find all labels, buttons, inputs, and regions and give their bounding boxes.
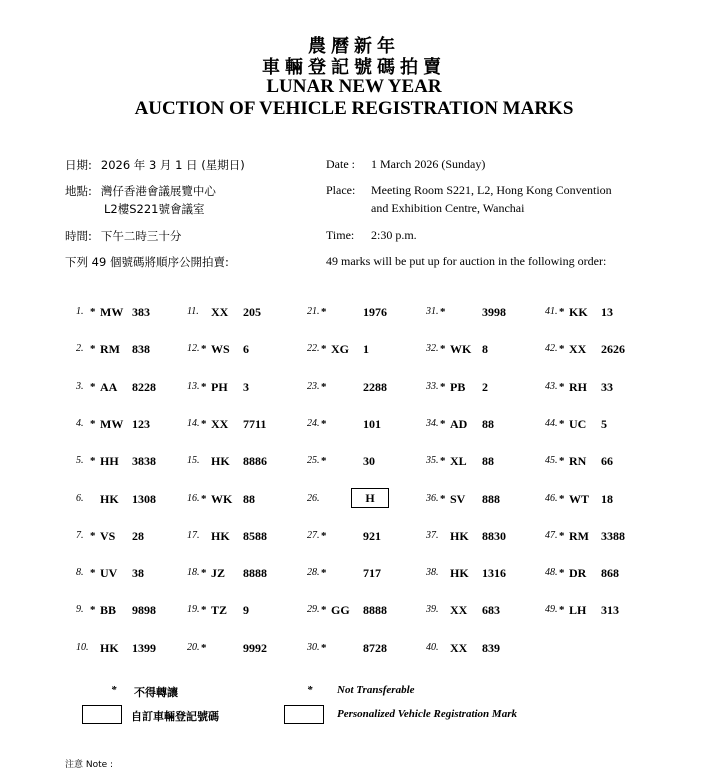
not-transferable-star: *: [321, 530, 327, 542]
auction-mark-28: [307, 565, 417, 581]
mark-letters: HK: [450, 566, 469, 580]
auction-mark-31: [426, 304, 536, 320]
auction-mark-45: [545, 453, 655, 469]
date-label-en: Date :: [326, 157, 355, 171]
not-transferable-star: *: [440, 343, 446, 355]
not-transferable-star: *: [90, 530, 96, 542]
mark-letters: HK: [211, 529, 230, 543]
mark-number: 36.: [426, 493, 439, 504]
not-transferable-star: *: [90, 306, 96, 318]
mark-letters: BB: [100, 603, 117, 617]
not-transferable-star: *: [321, 306, 327, 318]
legend-star-en: *: [307, 684, 313, 696]
mark-number: 44.: [545, 418, 558, 429]
mark-digits: 9: [243, 603, 249, 617]
mark-number: 4.: [76, 418, 84, 429]
mark-number: 17.: [187, 530, 200, 541]
legend-not-transferable-zh: [134, 684, 178, 700]
auction-mark-21: [307, 304, 417, 320]
auction-mark-20: [187, 640, 297, 656]
mark-digits: 3838: [132, 454, 156, 468]
mark-number: 2.: [76, 343, 84, 354]
mark-number: 31.: [426, 306, 439, 317]
mark-digits: 2288: [363, 380, 387, 394]
mark-digits: 13: [601, 305, 613, 319]
not-transferable-star: *: [559, 493, 565, 505]
auction-mark-24: [307, 416, 417, 432]
mark-letters: GG: [331, 603, 350, 617]
auction-mark-2: [76, 341, 186, 357]
mark-letters: XX: [450, 603, 468, 617]
not-transferable-star: *: [90, 567, 96, 579]
mark-digits: 2626: [601, 342, 625, 356]
not-transferable-star: *: [90, 604, 96, 616]
mark-letters: HK: [100, 641, 119, 655]
mark-number: 41.: [545, 306, 558, 317]
mark-letters: XX: [569, 342, 587, 356]
mark-digits: 838: [132, 342, 150, 356]
auction-mark-43: [545, 379, 655, 395]
auction-mark-4: [76, 416, 186, 432]
mark-digits: 1976: [363, 305, 387, 319]
mark-letters: WK: [211, 492, 233, 506]
mark-number: 25.: [307, 455, 320, 466]
mark-letters: SV: [450, 492, 466, 506]
auction-mark-16: [187, 491, 297, 507]
auction-mark-22: [307, 341, 417, 357]
mark-number: 26.: [307, 493, 320, 504]
not-transferable-zh-text: 不得轉讓: [134, 686, 178, 699]
mark-number: 10.: [76, 642, 89, 653]
auction-mark-42: [545, 341, 655, 357]
not-transferable-star: *: [321, 343, 327, 355]
mark-letters: WT: [569, 492, 590, 506]
mark-digits: 717: [363, 566, 381, 580]
auction-mark-5: [76, 453, 186, 469]
mark-number: 33.: [426, 381, 439, 392]
not-transferable-star: *: [321, 604, 327, 616]
personalized-mark-box: H: [351, 488, 389, 508]
mark-number: 6.: [76, 493, 84, 504]
mark-letters: KK: [569, 305, 588, 319]
mark-digits: 2: [482, 380, 488, 394]
auction-mark-18: [187, 565, 297, 581]
venue-value-zh-2: L2樓S221號會議室: [104, 202, 205, 216]
mark-letters: JZ: [211, 566, 226, 580]
legend-personalized-box-zh: [82, 705, 122, 724]
mark-number: 30.: [307, 642, 320, 653]
mark-digits: 888: [482, 492, 500, 506]
not-transferable-star: *: [321, 455, 327, 467]
mark-digits: 66: [601, 454, 613, 468]
mark-digits: 30: [363, 454, 375, 468]
mark-letters: PH: [211, 380, 228, 394]
not-transferable-star: *: [90, 381, 96, 393]
auction-mark-3: [76, 379, 186, 395]
mark-number: 43.: [545, 381, 558, 392]
time-label-en: Time:: [326, 228, 355, 242]
mark-letters: TZ: [211, 603, 228, 617]
not-transferable-star: *: [559, 455, 565, 467]
mark-number: 21.: [307, 306, 320, 317]
mark-letters: UV: [100, 566, 118, 580]
mark-number: 15.: [187, 455, 200, 466]
legend-star-zh: *: [111, 684, 117, 696]
mark-letters: XX: [211, 305, 229, 319]
auction-mark-49: [545, 602, 655, 618]
auction-mark-41: [545, 304, 655, 320]
mark-letters: PB: [450, 380, 466, 394]
mark-letters: HH: [100, 454, 119, 468]
footer-note: 注意 Note :: [65, 760, 114, 770]
time-value-en: 2:30 p.m.: [371, 228, 417, 242]
auction-mark-14: [187, 416, 297, 432]
legend-not-transferable-en: Not Transferable: [337, 684, 415, 696]
mark-letters: WK: [450, 342, 472, 356]
mark-letters: XX: [211, 417, 229, 431]
mark-number: 38.: [426, 567, 439, 578]
not-transferable-star: *: [559, 306, 565, 318]
mark-number: 19.: [187, 604, 200, 615]
auction-mark-1: [76, 304, 186, 320]
mark-digits: 33: [601, 380, 613, 394]
mark-digits: 1316: [482, 566, 506, 580]
mark-number: 11.: [187, 306, 199, 317]
mark-digits: 88: [243, 492, 255, 506]
auction-mark-36: [426, 491, 536, 507]
auction-mark-7: [76, 528, 186, 544]
not-transferable-star: *: [559, 343, 565, 355]
auction-mark-15: [187, 453, 297, 469]
mark-digits: 383: [132, 305, 150, 319]
mark-letters: HK: [450, 529, 469, 543]
place-label-en: Place:: [326, 183, 356, 197]
mark-number: 42.: [545, 343, 558, 354]
legend-personalized-box-en: [284, 705, 324, 724]
auction-mark-8: [76, 565, 186, 581]
auction-mark-17: [187, 528, 297, 544]
auction-mark-13: [187, 379, 297, 395]
mark-number: 1.: [76, 306, 84, 317]
mark-digits: 9898: [132, 603, 156, 617]
mark-number: 46.: [545, 493, 558, 504]
title-chinese-line-2: 車輛登記號碼拍賣: [262, 57, 446, 78]
not-transferable-star: *: [201, 604, 207, 616]
not-transferable-star: *: [559, 381, 565, 393]
mark-digits: 8588: [243, 529, 267, 543]
mark-digits: 8: [482, 342, 488, 356]
mark-letters: VS: [100, 529, 116, 543]
auction-mark-47: [545, 528, 655, 544]
not-transferable-star: *: [201, 567, 207, 579]
auction-mark-48: [545, 565, 655, 581]
mark-digits: 8888: [243, 566, 267, 580]
auction-mark-9: [76, 602, 186, 618]
mark-digits: 101: [363, 417, 381, 431]
auction-mark-26: [307, 491, 417, 507]
order-text-zh: 下列 49 個號碼將順序公開拍賣:: [65, 255, 229, 269]
mark-letters: UC: [569, 417, 587, 431]
not-transferable-star: *: [201, 343, 207, 355]
mark-digits: 38: [132, 566, 144, 580]
mark-digits: 3: [243, 380, 249, 394]
date-label-zh: 日期:: [65, 158, 92, 172]
auction-mark-38: [426, 565, 536, 581]
mark-letters: DR: [569, 566, 587, 580]
not-transferable-star: *: [440, 306, 446, 318]
legend-personalized-zh: [131, 708, 219, 724]
mark-digits: 839: [482, 641, 500, 655]
mark-letters: MW: [100, 417, 124, 431]
auction-mark-27: [307, 528, 417, 544]
order-text-en: 49 marks will be put up for auction in the following order:: [326, 254, 607, 268]
mark-digits: 5: [601, 417, 607, 431]
auction-mark-34: [426, 416, 536, 432]
not-transferable-star: *: [201, 642, 207, 654]
mark-number: 14.: [187, 418, 200, 429]
mark-number: 47.: [545, 530, 558, 541]
auction-mark-10: [76, 640, 186, 656]
mark-number: 7.: [76, 530, 84, 541]
auction-mark-40: [426, 640, 536, 656]
time-chinese: [65, 228, 181, 244]
mark-digits: 313: [601, 603, 619, 617]
not-transferable-star: *: [440, 455, 446, 467]
not-transferable-star: *: [321, 418, 327, 430]
mark-digits: 8886: [243, 454, 267, 468]
auction-mark-25: [307, 453, 417, 469]
mark-letters: XG: [331, 342, 349, 356]
mark-number: 48.: [545, 567, 558, 578]
not-transferable-star: *: [90, 418, 96, 430]
mark-letters: RH: [569, 380, 587, 394]
mark-number: 23.: [307, 381, 320, 392]
not-transferable-star: *: [440, 418, 446, 430]
mark-letters: AD: [450, 417, 468, 431]
mark-digits: 88: [482, 417, 494, 431]
mark-number: 39.: [426, 604, 439, 615]
mark-number: 37.: [426, 530, 439, 541]
mark-number: 13.: [187, 381, 200, 392]
mark-number: 40.: [426, 642, 439, 653]
mark-digits: 28: [132, 529, 144, 543]
not-transferable-star: *: [201, 493, 207, 505]
mark-digits: 921: [363, 529, 381, 543]
mark-letters: RN: [569, 454, 587, 468]
mark-number: 20.: [187, 642, 200, 653]
mark-number: 5.: [76, 455, 84, 466]
mark-digits: 205: [243, 305, 261, 319]
not-transferable-star: *: [90, 343, 96, 355]
mark-digits: 1: [363, 342, 369, 356]
mark-letters: RM: [569, 529, 589, 543]
mark-number: 35.: [426, 455, 439, 466]
not-transferable-star: *: [321, 381, 327, 393]
auction-mark-6: [76, 491, 186, 507]
mark-digits: 6: [243, 342, 249, 356]
personalized-zh-text: 自訂車輛登記號碼: [131, 710, 219, 723]
legend-personalized-en: Personalized Vehicle Registration Mark: [337, 708, 517, 720]
mark-digits: 88: [482, 454, 494, 468]
mark-number: 12.: [187, 343, 200, 354]
mark-digits: 8830: [482, 529, 506, 543]
auction-mark-33: [426, 379, 536, 395]
mark-digits: 123: [132, 417, 150, 431]
mark-digits: 1399: [132, 641, 156, 655]
date-chinese: [65, 157, 245, 173]
mark-number: 28.: [307, 567, 320, 578]
title-english-line-2: AUCTION OF VEHICLE REGISTRATION MARKS: [134, 98, 574, 119]
not-transferable-star: *: [440, 493, 446, 505]
auction-mark-23: [307, 379, 417, 395]
mark-number: 22.: [307, 343, 320, 354]
mark-number: 34.: [426, 418, 439, 429]
mark-letters: WS: [211, 342, 230, 356]
mark-digits: 3388: [601, 529, 625, 543]
not-transferable-star: *: [90, 455, 96, 467]
auction-mark-37: [426, 528, 536, 544]
mark-number: 9.: [76, 604, 84, 615]
not-transferable-star: *: [201, 418, 207, 430]
mark-digits: 1308: [132, 492, 156, 506]
title-chinese-line-1: 農曆新年: [308, 36, 400, 57]
not-transferable-star: *: [559, 567, 565, 579]
mark-letters: XL: [450, 454, 467, 468]
venue-chinese-line-2: [104, 201, 204, 217]
time-value-zh: 下午二時三十分: [100, 229, 182, 243]
not-transferable-star: *: [559, 418, 565, 430]
mark-letters: HK: [211, 454, 230, 468]
auction-mark-11: [187, 304, 297, 320]
time-label-zh: 時間:: [65, 229, 92, 243]
not-transferable-star: *: [559, 530, 565, 542]
mark-digits: 18: [601, 492, 613, 506]
mark-number: 8.: [76, 567, 84, 578]
auction-mark-29: [307, 602, 417, 618]
not-transferable-star: *: [321, 642, 327, 654]
auction-mark-19: [187, 602, 297, 618]
mark-number: 3.: [76, 381, 84, 392]
date-value-zh: 2026 年 3 月 1 日 (星期日): [100, 158, 245, 172]
mark-digits: 7711: [243, 417, 267, 431]
auction-mark-30: [307, 640, 417, 656]
mark-letters: AA: [100, 380, 118, 394]
mark-digits: 8228: [132, 380, 156, 394]
order-chinese: [65, 254, 229, 270]
auction-mark-46: [545, 491, 655, 507]
title-english-line-1: LUNAR NEW YEAR: [266, 76, 442, 97]
auction-mark-39: [426, 602, 536, 618]
mark-letters: LH: [569, 603, 587, 617]
mark-number: 27.: [307, 530, 320, 541]
not-transferable-star: *: [321, 567, 327, 579]
place-value-en-1: Meeting Room S221, L2, Hong Kong Convention: [371, 183, 612, 197]
venue-chinese: [65, 183, 216, 199]
mark-digits: 9992: [243, 641, 267, 655]
not-transferable-star: *: [559, 604, 565, 616]
mark-number: 16.: [187, 493, 200, 504]
auction-mark-44: [545, 416, 655, 432]
not-transferable-star: *: [440, 381, 446, 393]
auction-mark-12: [187, 341, 297, 357]
auction-mark-32: [426, 341, 536, 357]
auction-mark-35: [426, 453, 536, 469]
not-transferable-star: *: [201, 381, 207, 393]
date-value-en: 1 March 2026 (Sunday): [371, 157, 486, 171]
mark-digits: 8888: [363, 603, 387, 617]
mark-letters: XX: [450, 641, 468, 655]
mark-digits: 868: [601, 566, 619, 580]
mark-letters: MW: [100, 305, 124, 319]
mark-digits: 3998: [482, 305, 506, 319]
place-value-en-2: and Exhibition Centre, Wanchai: [371, 201, 525, 215]
mark-number: 18.: [187, 567, 200, 578]
venue-label-zh: 地點:: [65, 184, 92, 198]
mark-number: 32.: [426, 343, 439, 354]
mark-number: 24.: [307, 418, 320, 429]
mark-letters: RM: [100, 342, 120, 356]
venue-value-zh-1: 灣仔香港會議展覽中心: [100, 184, 216, 198]
mark-digits: 683: [482, 603, 500, 617]
mark-number: 49.: [545, 604, 558, 615]
mark-number: 45.: [545, 455, 558, 466]
mark-number: 29.: [307, 604, 320, 615]
mark-letters: HK: [100, 492, 119, 506]
mark-digits: 8728: [363, 641, 387, 655]
